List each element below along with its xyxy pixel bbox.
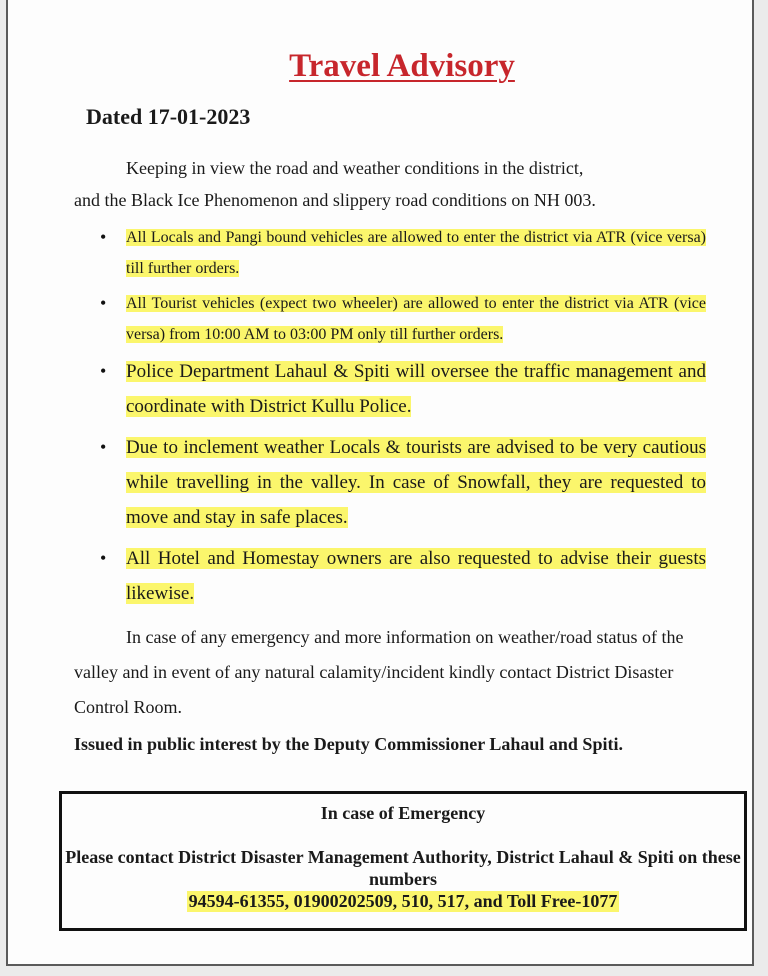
document-title: Travel Advisory (289, 48, 515, 84)
list-item-text: Police Department Lahaul & Spiti will oversee the traffic management and coordinate with District Kullu Police. (126, 361, 706, 417)
intro-line-1: Keeping in view the road and weather conditions in the district, (126, 158, 584, 178)
document-date: Dated 17-01-2023 (86, 104, 251, 129)
emergency-contact-text: Please contact District Disaster Management Authority, District Lahaul & Spiti on these numbers (65, 847, 741, 889)
list-item-text: All Hotel and Homestay owners are also requested to advise their guests likewise. (126, 548, 706, 604)
list-item-text: Due to inclement weather Locals & tourists are advised to be very cautious while travelling in the valley. In case of Snowfall, they are requested to move and stay in safe places. (126, 437, 706, 528)
list-item (74, 222, 706, 284)
list-item (74, 541, 706, 611)
emergency-title: In case of Emergency (320, 803, 486, 823)
advisory-page (6, 0, 754, 966)
advisory-list (74, 222, 706, 617)
emergency-numbers: 94594-61355, 01900202509, 510, 517, and Toll Free-1077 (188, 891, 618, 911)
emergency-box (59, 791, 747, 931)
closing-text: In case of any emergency and more information on weather/road status of the valley and in event of any natural calamity/incident kindly contact District Disaster Control Room. (74, 627, 684, 717)
list-item (74, 430, 706, 535)
closing-paragraph (74, 620, 706, 725)
issued-by: Issued in public interest by the Deputy Commissioner Lahaul and Spiti. (74, 734, 623, 754)
list-item (74, 288, 706, 350)
list-item-text: All Locals and Pangi bound vehicles are allowed to enter the district via ATR (vice versa) till further orders. (126, 229, 706, 277)
intro-line-2: and the Black Ice Phenomenon and slippery road conditions on NH 003. (74, 190, 596, 210)
list-item (74, 354, 706, 424)
intro-paragraph (74, 152, 714, 216)
list-item-text: All Tourist vehicles (expect two wheeler) are allowed to enter the district via ATR (vice versa) from 10:00 AM to 03:00 PM only till further orders. (126, 295, 706, 343)
